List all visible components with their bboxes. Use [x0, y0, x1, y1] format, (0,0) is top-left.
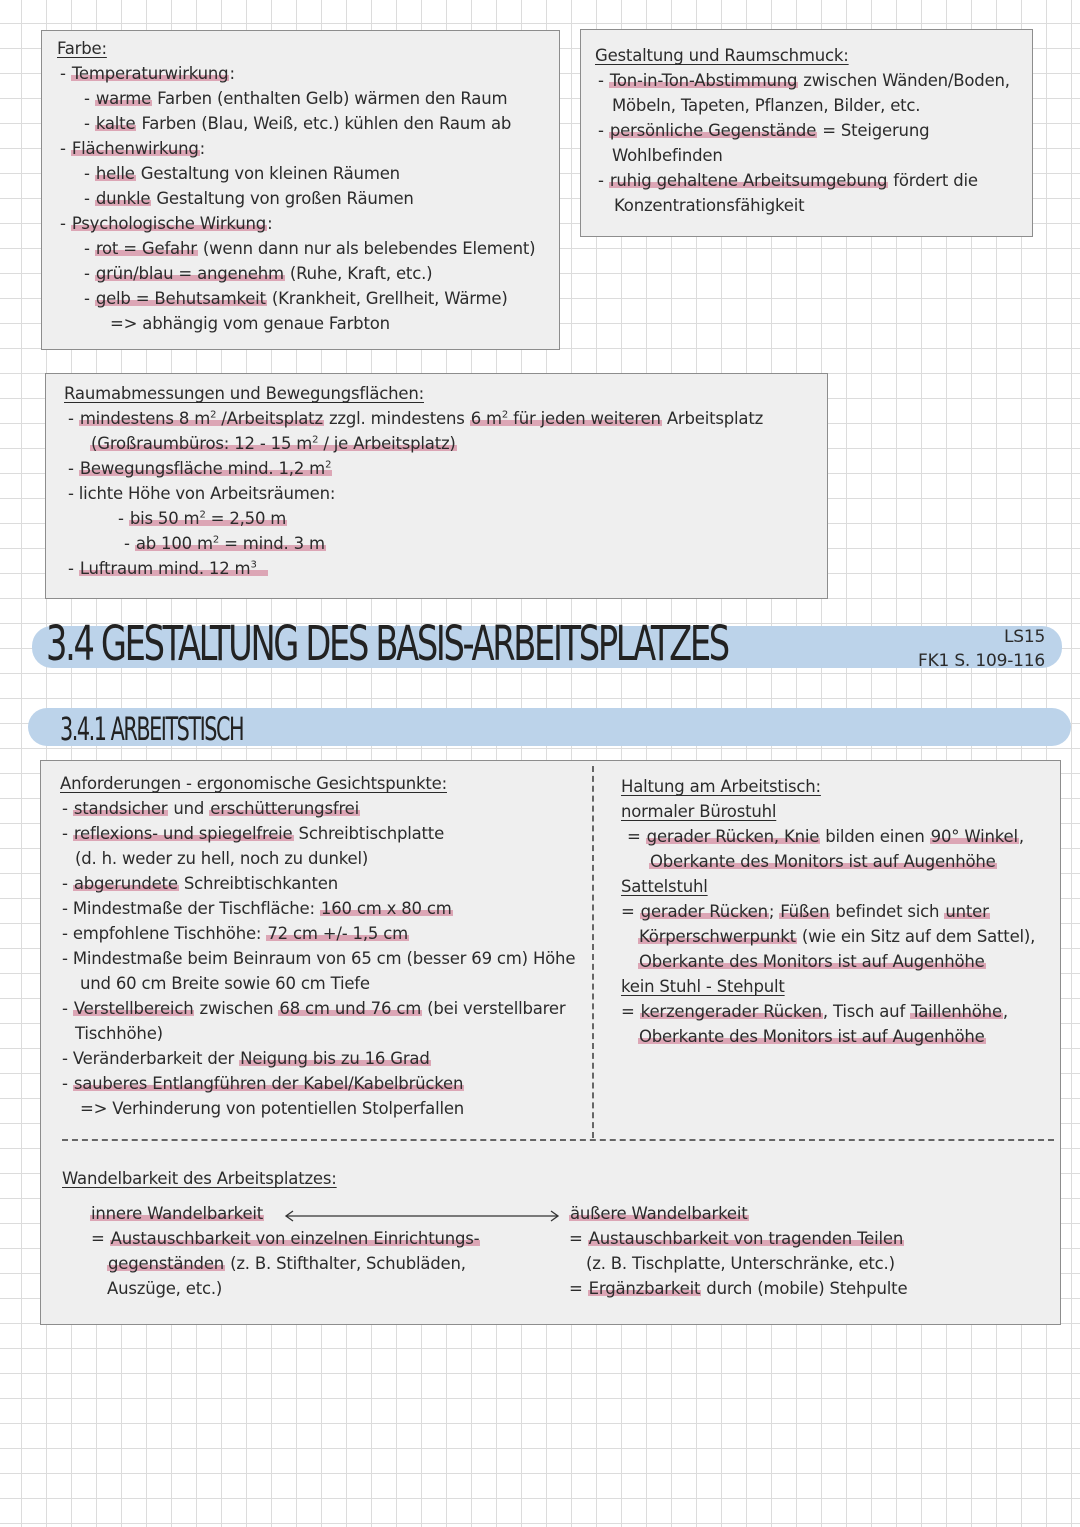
- sup: 2: [312, 434, 319, 446]
- anforderungen-line: [62, 946, 575, 971]
- bullet: -: [598, 171, 609, 190]
- raum-bis-50: bis 50 m: [129, 509, 200, 528]
- bullet: -: [124, 534, 135, 553]
- bullet: -: [84, 164, 95, 183]
- highlight-text: 68 cm und 76 cm: [279, 999, 422, 1018]
- equals: =: [91, 1229, 110, 1248]
- section-divider: [62, 1139, 1054, 1141]
- gestaltung-line: [598, 118, 929, 143]
- highlight-text: helle: [95, 164, 135, 183]
- highlight-text: grün/blau = angenehm: [95, 264, 284, 283]
- bullet: -: [68, 409, 79, 428]
- raum-line-2: [90, 431, 457, 456]
- gestaltung-line: [614, 193, 804, 218]
- sup: 2: [212, 534, 220, 546]
- column-divider: [592, 766, 594, 1138]
- raum-250: = 2,50 m: [205, 509, 287, 528]
- bullet: -: [60, 64, 71, 83]
- highlight-text: Psychologische Wirkung: [71, 214, 267, 233]
- highlight-text: sauberes Entlangführen der Kabel/Kabelbrücken: [73, 1074, 464, 1093]
- anforderungen-line: [62, 821, 444, 846]
- haltung-text: (wie ein Sitz auf dem Sattel),: [796, 927, 1036, 946]
- bullet: -: [68, 559, 79, 578]
- text: :: [199, 139, 205, 158]
- raum-line-1: [68, 406, 763, 431]
- text: zwischen Wänden/Boden,: [798, 71, 1010, 90]
- highlight-text: ruhig gehaltene Arbeitsumgebung: [609, 171, 888, 190]
- raum-luftraum: Luftraum mind. 12 m: [79, 559, 251, 578]
- wandel-outer-ergaenzung: Ergänzbarkeit: [588, 1279, 701, 1298]
- section-ref-fk: FK1 S. 109-116: [918, 651, 1045, 671]
- highlight-text: 160 cm x 80 cm: [320, 899, 452, 918]
- text: Schreibtischplatte: [293, 824, 445, 843]
- equals: =: [621, 902, 640, 921]
- anforderungen-line: [75, 846, 368, 871]
- text: fördert die: [888, 171, 978, 190]
- bullet: -: [84, 289, 95, 308]
- raum-text: zzgl. mindestens: [323, 409, 470, 428]
- text: Mindestmaße der Tischfläche:: [72, 899, 320, 918]
- gestaltung-line: [598, 168, 978, 193]
- wandel-outer-line-2: (z. B. Tischplatte, Unterschränke, etc.): [586, 1254, 895, 1273]
- text: = Steigerung: [817, 121, 930, 140]
- highlight-text: abgerundete: [73, 874, 178, 893]
- anforderungen-line: [80, 1096, 464, 1121]
- equals: =: [621, 1002, 640, 1021]
- text: (Krankheit, Grellheit, Wärme): [266, 289, 508, 308]
- text: (d. h. weder zu hell, noch zu dunkel): [75, 849, 369, 868]
- farbe-line: [84, 261, 432, 286]
- wandel-inner-line-1: [91, 1226, 480, 1251]
- highlight-text: warme: [95, 89, 152, 108]
- bullet: -: [84, 264, 95, 283]
- double-arrow-icon: [284, 1209, 560, 1223]
- wandel-outer-label: [569, 1201, 754, 1226]
- text: :: [229, 64, 235, 83]
- sup: 2: [210, 409, 217, 421]
- text: Schreibtischkanten: [178, 874, 338, 893]
- haltung-taille: Taillenhöhe: [911, 1002, 1002, 1021]
- text: (wenn dann nur als belebendes Element): [197, 239, 536, 258]
- sup: 2: [501, 409, 509, 421]
- farbe-line: [84, 111, 511, 136]
- haltung-sattelstuhl-line-1: [621, 899, 990, 924]
- highlight-text: Flächenwirkung: [71, 139, 199, 158]
- text: Veränderbarkeit der: [72, 1049, 240, 1068]
- farbe-line: [84, 236, 535, 261]
- wandel-heading: Wandelbarkeit des Arbeitsplatzes:: [62, 1169, 337, 1188]
- subsection-title: 3.4.1 ARBEITSTISCH: [60, 710, 244, 748]
- raum-line-5: [118, 506, 287, 531]
- equals: =: [569, 1229, 588, 1248]
- bullet: =>: [110, 314, 143, 333]
- haltung-stehpult-line-2: [638, 1024, 986, 1049]
- highlight-text: Neigung bis zu 16 Grad: [240, 1049, 430, 1068]
- raum-line-3: [68, 456, 332, 481]
- section-ref-ls: LS15: [1004, 627, 1046, 647]
- sup: 2: [325, 459, 332, 471]
- wandel-outer-line-1: [569, 1226, 904, 1251]
- bullet: -: [62, 799, 73, 818]
- haltung-gerader-ruecken: gerader Rücken, Knie: [646, 827, 820, 846]
- text: Mindestmaße beim Beinraum von 65 cm (besser 69 cm) Höhe: [72, 949, 576, 968]
- bullet: -: [118, 509, 129, 528]
- haltung-sattelstuhl-line-3: [638, 949, 986, 974]
- haltung-text: ,: [1018, 827, 1024, 846]
- highlight-text: erschütterungsfrei: [210, 799, 360, 818]
- wandel-inner-label: [90, 1201, 264, 1226]
- raum-per-workplace: /Arbeitsplatz: [216, 409, 323, 428]
- highlight-text: persönliche Gegenstände: [609, 121, 817, 140]
- raum-line-7: [68, 556, 268, 581]
- anforderungen-line: [62, 996, 565, 1021]
- haltung-buerostuhl-line-2: [649, 849, 997, 874]
- raum-bewegung: Bewegungsfläche mind. 1,2 m: [79, 459, 326, 478]
- bullet: -: [62, 824, 73, 843]
- sup: 2: [199, 509, 206, 521]
- haltung-buerostuhl-line-1: [627, 824, 1024, 849]
- bullet: -: [62, 949, 73, 968]
- raum-text: Arbeitsplatz: [661, 409, 764, 428]
- haltung-sub-sattelstuhl: Sattelstuhl: [621, 877, 708, 896]
- text: Wohlbefinden: [612, 146, 723, 165]
- wandel-inner-gegenstaende: gegenständen: [108, 1254, 225, 1273]
- raum-further: für jeden weiteren: [508, 409, 661, 428]
- bullet: -: [62, 874, 73, 893]
- equals: =: [569, 1279, 588, 1298]
- farbe-heading: Farbe:: [57, 39, 107, 58]
- bullet: -: [62, 1049, 73, 1068]
- sup: 3: [250, 559, 257, 571]
- bullet: -: [62, 1074, 73, 1093]
- haltung-monitor: Oberkante des Monitors ist auf Augenhöhe: [639, 952, 985, 971]
- raum-line-6: [124, 531, 326, 556]
- haltung-monitor: Oberkante des Monitors ist auf Augenhöhe: [639, 1027, 985, 1046]
- wandel-inner-austausch: Austauschbarkeit von einzelnen Einrichtungs-: [110, 1229, 480, 1248]
- text: Konzentrationsfähigkeit: [614, 196, 805, 215]
- raum-ab-100: ab 100 m: [135, 534, 213, 553]
- highlight-text: reflexions- und spiegelfreie: [73, 824, 293, 843]
- bullet: -: [598, 71, 609, 90]
- wandel-text: durch (mobile) Stehpulte: [701, 1279, 908, 1298]
- bullet: -: [84, 114, 95, 133]
- text: und: [168, 799, 210, 818]
- bullet: -: [62, 899, 73, 918]
- haltung-fuessen: Füßen: [780, 902, 830, 921]
- text: Farben (enthalten Gelb) wärmen den Raum: [152, 89, 508, 108]
- haltung-text: , Tisch auf: [822, 1002, 911, 1021]
- haltung-stehpult-line-1: [621, 999, 1008, 1024]
- raum-min-8m: mindestens 8 m: [79, 409, 211, 428]
- farbe-line: [60, 211, 272, 236]
- raum-grossraum-end: / je Arbeitsplatz): [318, 434, 456, 453]
- text: Gestaltung von großen Räumen: [151, 189, 414, 208]
- anforderungen-line: [80, 971, 370, 996]
- text: Verhinderung von potentiellen Stolperfallen: [112, 1099, 465, 1118]
- bullet: -: [62, 999, 73, 1018]
- gestaltung-line: [612, 93, 920, 118]
- text: Möbeln, Tapeten, Pflanzen, Bilder, etc.: [612, 96, 921, 115]
- gestaltung-line: [612, 143, 723, 168]
- farbe-line: [84, 286, 508, 311]
- text: und 60 cm Breite sowie 60 cm Tiefe: [80, 974, 370, 993]
- farbe-line: [110, 311, 390, 336]
- farbe-line: [84, 186, 414, 211]
- section-title: 3.4 GESTALTUNG DES BASIS-ARBEITSPLATZES: [46, 616, 728, 672]
- raum-line-4: - lichte Höhe von Arbeitsräumen:: [68, 484, 336, 503]
- highlight-text: rot = Gefahr: [95, 239, 197, 258]
- haltung-kerzengerade: kerzengerader Rücken: [640, 1002, 822, 1021]
- gestaltung-line: [598, 68, 1010, 93]
- haltung-sub-stehpult: kein Stuhl - Stehpult: [621, 977, 785, 996]
- gestaltung-heading: Gestaltung und Raumschmuck:: [595, 46, 849, 65]
- farbe-line: [84, 161, 400, 186]
- highlight-text: dunkle: [95, 189, 151, 208]
- text: Tischhöhe): [75, 1024, 163, 1043]
- anforderungen-line: [62, 921, 409, 946]
- highlight-text: 72 cm +/- 1,5 cm: [267, 924, 408, 943]
- anforderungen-line: [62, 796, 360, 821]
- bullet: -: [84, 89, 95, 108]
- text: (Ruhe, Kraft, etc.): [284, 264, 433, 283]
- haltung-text: befindet sich: [830, 902, 945, 921]
- haltung-text: ;: [768, 902, 780, 921]
- bullet: =>: [80, 1099, 113, 1118]
- farbe-line: [60, 136, 205, 161]
- highlight-text: gelb = Behutsamkeit: [95, 289, 266, 308]
- text: Farben (Blau, Weiß, etc.) kühlen den Raum ab: [136, 114, 512, 133]
- haltung-sub-buerostuhl: normaler Bürostuhl: [621, 802, 777, 821]
- haltung-text: bilden einen: [820, 827, 930, 846]
- haltung-sattelstuhl-line-2: [638, 924, 1035, 949]
- bullet: -: [598, 121, 609, 140]
- anforderungen-heading: Anforderungen - ergonomische Gesichtspunkte:: [60, 774, 447, 793]
- wandel-inner-text: innere Wandelbarkeit: [91, 1204, 264, 1223]
- text: (bei verstellbarer: [422, 999, 566, 1018]
- bullet: -: [60, 139, 71, 158]
- haltung-unter: unter: [945, 902, 989, 921]
- raum-heading: Raumabmessungen und Bewegungsflächen:: [64, 384, 424, 403]
- bullet: -: [84, 189, 95, 208]
- farbe-line: [60, 61, 235, 86]
- anforderungen-line: [62, 1071, 464, 1096]
- farbe-line: [84, 86, 507, 111]
- text: Gestaltung von kleinen Räumen: [135, 164, 400, 183]
- anforderungen-line: [62, 871, 338, 896]
- anforderungen-line: [62, 1046, 431, 1071]
- wandel-text: (z. B. Stifthalter, Schubläden,: [225, 1254, 466, 1273]
- wandel-inner-line-2: [107, 1251, 466, 1276]
- wandel-outer-austausch: Austauschbarkeit von tragenden Teilen: [588, 1229, 904, 1248]
- text: :: [267, 214, 273, 233]
- raum-grossraum: (Großraumbüros: 12 - 15 m: [91, 434, 313, 453]
- raum-3m: = mind. 3 m: [219, 534, 325, 553]
- wandel-inner-line-3: Auszüge, etc.): [107, 1279, 223, 1298]
- haltung-heading: Haltung am Arbeitstisch:: [621, 777, 821, 796]
- highlight-text: Ton-in-Ton-Abstimmung: [609, 71, 798, 90]
- highlight-text: Verstellbereich: [73, 999, 194, 1018]
- haltung-monitor: Oberkante des Monitors ist auf Augenhöhe: [650, 852, 996, 871]
- bullet: -: [60, 214, 71, 233]
- raum-6m: 6 m: [470, 409, 502, 428]
- wandel-outer-text: äußere Wandelbarkeit: [570, 1204, 748, 1223]
- text: abhängig vom genaue Farbton: [142, 314, 390, 333]
- haltung-gerader-ruecken: gerader Rücken: [640, 902, 768, 921]
- text: empfohlene Tischhöhe:: [72, 924, 267, 943]
- bullet: -: [68, 459, 79, 478]
- text: zwischen: [194, 999, 279, 1018]
- haltung-winkel: 90° Winkel: [930, 827, 1018, 846]
- highlight-text: kalte: [95, 114, 136, 133]
- highlight-text: standsicher: [73, 799, 168, 818]
- bullet: -: [62, 924, 73, 943]
- equals: =: [627, 827, 646, 846]
- highlight-text: Temperaturwirkung: [71, 64, 229, 83]
- wandel-outer-line-3: [569, 1276, 907, 1301]
- anforderungen-line: [62, 896, 453, 921]
- anforderungen-line: [75, 1021, 163, 1046]
- bullet: -: [84, 239, 95, 258]
- haltung-schwerpunkt: Körperschwerpunkt: [639, 927, 796, 946]
- haltung-text: ,: [1002, 1002, 1008, 1021]
